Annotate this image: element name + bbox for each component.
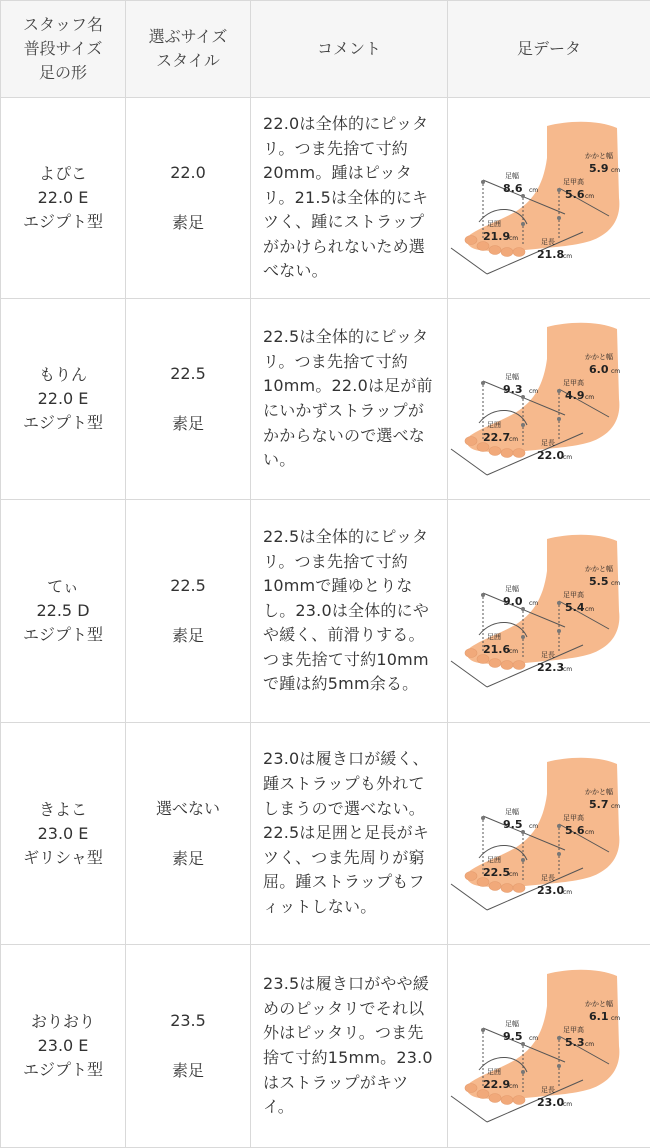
foot-diagram: [449, 754, 649, 914]
toe-icon: [513, 449, 525, 458]
measure-point: [557, 601, 561, 605]
instep-label: 足甲高: [563, 1026, 584, 1034]
girth-label: 足囲: [487, 1068, 501, 1076]
toe-icon: [489, 659, 501, 668]
heel-value: 5.9: [589, 162, 609, 175]
unit-label: cm: [585, 394, 595, 401]
header-comment: コメント: [251, 1, 448, 98]
heel-value: 6.0: [589, 363, 609, 376]
instep-value: 5.6: [565, 823, 585, 837]
girth-value: 22.7: [483, 431, 511, 444]
wear-style: 素足: [171, 1061, 204, 1080]
width-label: 足幅: [505, 585, 519, 593]
unit-label: cm: [611, 167, 621, 174]
unit-label: cm: [585, 1041, 595, 1048]
toe-icon: [489, 246, 501, 255]
measure-point: [557, 1064, 561, 1068]
girth-label: 足囲: [487, 855, 501, 864]
measure-point: [521, 423, 525, 427]
toe-icon: [489, 1094, 501, 1103]
instep-value: 5.6: [565, 188, 585, 201]
header-row: [1, 1, 650, 98]
toe-icon: [513, 883, 525, 892]
table-row: [1, 299, 650, 500]
unit-label: cm: [611, 802, 621, 810]
instep-value: 5.3: [565, 1036, 585, 1049]
toe-icon: [501, 449, 513, 458]
toe-icon: [501, 1096, 513, 1105]
instep-value: 4.9: [565, 389, 585, 402]
wear-style: 素足: [171, 626, 204, 645]
comment-cell: 22.5は全体的にピッタリ。つま先捨て寸約10mm。22.0は足が前にいかずストラップがかからないので選べない。: [251, 299, 448, 500]
comment-cell: 22.0は全体的にピッタリ。つま先捨て寸約20mm。踵はピッタリ。21.5は全体的にキツく、踵にストラップがかけられないため選べない。: [251, 98, 448, 299]
width-label: 足幅: [505, 807, 519, 816]
measure-point: [521, 222, 525, 226]
instep-label: 足甲高: [563, 379, 584, 387]
unit-label: cm: [585, 828, 595, 836]
table-row: [1, 500, 650, 723]
header-size: 選ぶサイズ スタイル: [126, 1, 251, 98]
measure-point: [557, 852, 561, 856]
foot-data-cell: [448, 723, 650, 945]
size-cell: [126, 500, 251, 723]
unit-label: cm: [563, 888, 573, 896]
wear-style: 素足: [171, 848, 204, 868]
instep-label: 足甲高: [563, 813, 584, 822]
unit-label: cm: [563, 1101, 573, 1108]
comment-cell: 22.5は全体的にピッタリ。つま先捨て寸約10mmで踵ゆとりなし。23.0は全体的にやや緩く、前滑りする。つま先捨て寸約10mmで踵は約5mm余る。: [251, 500, 448, 723]
unit-label: cm: [611, 580, 621, 587]
header-foot: 足データ: [448, 1, 650, 98]
unit-label: cm: [563, 666, 573, 673]
length-tick-left: [451, 248, 487, 274]
length-label: 足長: [541, 1086, 555, 1094]
length-value: 22.0: [537, 449, 565, 462]
size-cell: [126, 98, 251, 299]
girth-label: 足囲: [487, 421, 501, 429]
unit-label: cm: [563, 253, 573, 260]
length-value: 23.0: [537, 883, 565, 897]
length-tick-left: [451, 884, 487, 910]
chosen-size: 23.5: [170, 1011, 206, 1030]
staff-cell: おりおり 23.0 E エジプト型: [1, 945, 126, 1148]
heel-label: かかと幅: [585, 787, 613, 796]
measure-point: [481, 381, 485, 385]
unit-label: cm: [611, 1015, 621, 1022]
toe-icon: [465, 871, 477, 880]
measure-point: [557, 1036, 561, 1040]
unit-label: cm: [509, 436, 519, 443]
measure-point: [521, 1070, 525, 1074]
toe-icon: [513, 1096, 525, 1105]
girth-value: 22.9: [483, 1078, 511, 1091]
unit-label: cm: [585, 606, 595, 613]
instep-label: 足甲高: [563, 178, 584, 186]
width-value: 9.5: [503, 817, 523, 831]
staff-cell: てぃ 22.5 D エジプト型: [1, 500, 126, 723]
toe-icon: [465, 437, 477, 446]
foot-data-cell: [448, 945, 650, 1148]
toe-icon: [489, 447, 501, 456]
table-row: [1, 945, 650, 1148]
toe-icon: [465, 236, 477, 245]
length-label: 足長: [541, 651, 555, 659]
measure-point: [557, 824, 561, 828]
width-label: 足幅: [505, 373, 519, 381]
wear-style: 素足: [171, 414, 204, 433]
width-value: 8.6: [503, 182, 523, 195]
chosen-size: 22.0: [170, 163, 206, 182]
toe-icon: [465, 649, 477, 658]
unit-label: cm: [563, 454, 573, 461]
foot-diagram: [449, 118, 649, 278]
heel-label: かかと幅: [585, 152, 613, 160]
staff-cell: きよこ 23.0 E ギリシャ型: [1, 723, 126, 945]
comment-cell: 23.0は履き口が緩く、踵ストラップも外れてしまうので選べない。22.5は足囲と足長がキツく、つま先周りが窮屈。踵ストラップもフィットしない。: [251, 723, 448, 945]
comment-cell: 23.5は履き口がやや緩めのピッタリでそれ以外はピッタリ。つま先捨て寸約15mm。23.0はストラップがキツイ。: [251, 945, 448, 1148]
chosen-size: 選べない: [155, 798, 220, 818]
length-tick-left: [451, 449, 487, 475]
chosen-size: 22.5: [170, 364, 206, 383]
measure-point: [557, 216, 561, 220]
width-value: 9.0: [503, 595, 523, 608]
instep-value: 5.4: [565, 601, 585, 614]
toe-icon: [501, 883, 513, 892]
length-value: 21.8: [537, 248, 565, 261]
measure-point: [557, 389, 561, 393]
length-label: 足長: [541, 238, 555, 246]
measure-point: [557, 417, 561, 421]
girth-value: 21.6: [483, 643, 511, 656]
wear-style: 素足: [171, 213, 204, 232]
foot-data-cell: [448, 98, 650, 299]
measure-point: [557, 629, 561, 633]
length-value: 23.0: [537, 1096, 565, 1109]
girth-value: 22.5: [483, 865, 511, 879]
measure-point: [481, 593, 485, 597]
measure-point: [521, 858, 525, 862]
unit-label: cm: [585, 193, 595, 200]
foot-data-cell: [448, 500, 650, 723]
size-cell: [126, 723, 251, 945]
heel-value: 5.5: [589, 575, 609, 588]
unit-label: cm: [509, 648, 519, 655]
toe-icon: [513, 248, 525, 257]
unit-label: cm: [529, 388, 539, 395]
heel-label: かかと幅: [585, 1000, 613, 1008]
toe-icon: [513, 661, 525, 670]
toe-icon: [489, 881, 501, 890]
toe-icon: [501, 248, 513, 257]
unit-label: cm: [529, 1035, 539, 1042]
staff-cell: もりん 22.0 E エジプト型: [1, 299, 126, 500]
chosen-size: 22.5: [170, 576, 206, 595]
width-value: 9.5: [503, 1030, 523, 1043]
foot-diagram: [449, 531, 649, 691]
heel-label: かかと幅: [585, 353, 613, 361]
measure-point: [481, 180, 485, 184]
heel-value: 6.1: [589, 1010, 609, 1023]
length-label: 足長: [541, 439, 555, 447]
size-cell: [126, 299, 251, 500]
girth-value: 21.9: [483, 230, 511, 243]
length-tick-left: [451, 1096, 487, 1122]
length-value: 22.3: [537, 661, 565, 674]
header-staff: スタッフ名 普段サイズ 足の形: [1, 1, 126, 98]
heel-value: 5.7: [589, 797, 609, 811]
measure-point: [557, 188, 561, 192]
length-tick-left: [451, 661, 487, 687]
size-cell: [126, 945, 251, 1148]
width-label: 足幅: [505, 172, 519, 180]
unit-label: cm: [611, 368, 621, 375]
foot-diagram: [449, 966, 649, 1126]
width-value: 9.3: [503, 383, 523, 396]
table-row: [1, 98, 650, 299]
heel-label: かかと幅: [585, 565, 613, 573]
girth-label: 足囲: [487, 220, 501, 228]
instep-label: 足甲高: [563, 591, 584, 599]
unit-label: cm: [509, 1083, 519, 1090]
table-row: [1, 723, 650, 945]
measure-point: [521, 635, 525, 639]
toe-icon: [465, 1084, 477, 1093]
measure-point: [481, 1028, 485, 1032]
toe-icon: [501, 661, 513, 670]
width-label: 足幅: [505, 1020, 519, 1028]
foot-data-cell: [448, 299, 650, 500]
unit-label: cm: [529, 822, 539, 830]
foot-diagram: [449, 319, 649, 479]
girth-label: 足囲: [487, 633, 501, 641]
length-label: 足長: [541, 873, 555, 882]
measure-point: [481, 816, 485, 820]
unit-label: cm: [529, 600, 539, 607]
unit-label: cm: [509, 235, 519, 242]
unit-label: cm: [529, 187, 539, 194]
staff-cell: よぴこ 22.0 E エジプト型: [1, 98, 126, 299]
unit-label: cm: [509, 870, 519, 878]
